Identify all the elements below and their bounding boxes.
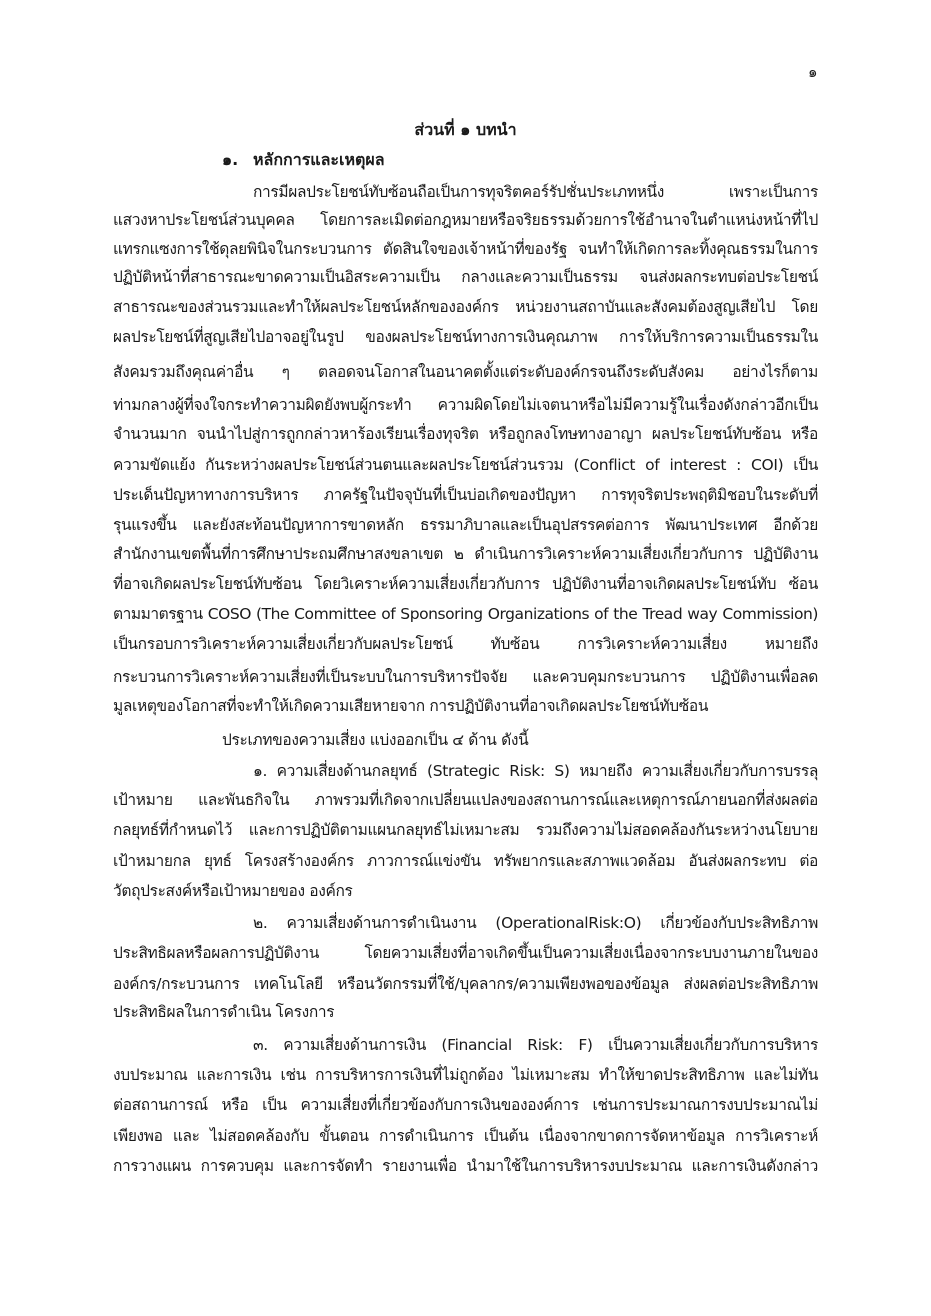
paragraph-line: กระบวนการวิเคราะห์ความเสี่ยงที่เป็นระบบในการบริหารปัจจัย และควบคุมกระบวนการ ปฏิบัติงานเพื่อลด bbox=[113, 668, 818, 686]
paragraph-line: สำนักงานเขตพื้นที่การศึกษาประถมศึกษาสงขลาเขต ๒ ดำเนินการวิเคราะห์ความเสี่ยงเกี่ยวกับการ ปฏิบัติงาน bbox=[113, 545, 818, 563]
paragraph-line: การวางแผน การควบคุม และการจัดทำ รายงานเพื่อ นำมาใช้ในการบริหารงบประมาณ และการเงินดังกล่าว bbox=[113, 1157, 818, 1175]
paragraph-line: ปฏิบัติหน้าที่สาธารณะขาดความเป็นอิสระความเป็น กลางและความเป็นธรรม จนส่งผลกระทบต่อประโยชน์ bbox=[113, 268, 818, 286]
part-title: ส่วนที่ ๑ บทนำ bbox=[414, 120, 517, 139]
paragraph-line: เป็นกรอบการวิเคราะห์ความเสี่ยงเกี่ยวกับผลประโยชน์ ทับซ้อน การวิเคราะห์ความเสี่ยง หมายถึง bbox=[113, 635, 818, 653]
paragraph-line: ประสิทธิผลหรือผลการปฏิบัติงาน โดยความเสี่ยงที่อาจเกิดขึ้นเป็นความเสี่ยงเนื่องจากระบบงานภายในของ bbox=[113, 944, 818, 962]
paragraph-line: ประสิทธิผลในการดำเนิน โครงการ bbox=[113, 1003, 335, 1021]
paragraph-line: องค์กร/กระบวนการ เทคโนโลยี หรือนวัตกรรมที่ใช้/บุคลากร/ความเพียงพอของข้อมูล ส่งผลต่อประสิทธิภาพ bbox=[113, 975, 818, 993]
paragraph-line: แทรกแซงการใช้ดุลยพินิจในกระบวนการ ตัดสินใจของเจ้าหน้าที่ของรัฐ จนทำให้เกิดการละทิ้งคุณธรรมในการ bbox=[113, 240, 818, 258]
paragraph-line: เป้าหมาย และพันธกิจใน ภาพรวมที่เกิดจากเปลี่ยนแปลงของสถานการณ์และเหตุการณ์ภายนอกที่ส่งผลต่อ bbox=[113, 791, 818, 809]
paragraph-line: สาธารณะของส่วนรวมและทำให้ผลประโยชน์หลักขององค์กร หน่วยงานสถาบันและสังคมต้องสูญเสียไป โดย bbox=[113, 298, 818, 316]
paragraph-line: ประเภทของความเสี่ยง แบ่งออกเป็น ๔ ด้าน ดังนี้ bbox=[222, 731, 529, 749]
paragraph-line: ๓. ความเสี่ยงด้านการเงิน (Financial Risk: F) เป็นความเสี่ยงเกี่ยวกับการบริหาร bbox=[253, 1036, 818, 1054]
paragraph-line: รุนแรงขึ้น และยังสะท้อนปัญหาการขาดหลัก ธรรมาภิบาลและเป็นอุปสรรคต่อการ พัฒนาประเทศ อีกด้วย bbox=[113, 516, 818, 534]
paragraph-line: ๒. ความเสี่ยงด้านการดำเนินงาน (OperationalRisk:O) เกี่ยวข้องกับประสิทธิภาพ bbox=[253, 914, 818, 932]
paragraph-line: ความขัดแย้ง กันระหว่างผลประโยชน์ส่วนตนและผลประโยชน์ส่วนรวม (Conflict of interest : COI) เป็น bbox=[113, 456, 818, 474]
paragraph-line: แสวงหาประโยชน์ส่วนบุคคล โดยการละเมิดต่อกฎหมายหรือจริยธรรมด้วยการใช้อำนาจในตำแหน่งหน้าที่ไป bbox=[113, 211, 818, 229]
section-title: หลักการและเหตุผล bbox=[253, 150, 385, 169]
paragraph-line: ท่ามกลางผู้ที่จงใจกระทำความผิดยังพบผู้กระทำ ความผิดโดยไม่เจตนาหรือไม่มีความรู้ในเรื่องดังกล่าวอีกเป็น bbox=[113, 396, 818, 414]
paragraph-line: เป้าหมายกล ยุทธ์ โครงสร้างองค์กร ภาวการณ์แข่งขัน ทรัพยากรและสภาพแวดล้อม อันส่งผลกระทบ ต่อ bbox=[113, 852, 818, 870]
paragraph-line: จำนวนมาก จนนำไปสู่การถูกกล่าวหาร้องเรียนเรื่องทุจริต หรือถูกลงโทษทางอาญา ผลประโยชน์ทับซ้อน หรือ bbox=[113, 425, 818, 443]
paragraph-line: เพียงพอ และ ไม่สอดคล้องกับ ขั้นตอน การดำเนินการ เป็นต้น เนื่องจากขาดการจัดหาข้อมูล การวิเคราะห์ bbox=[113, 1127, 818, 1145]
paragraph-line: มูลเหตุของโอกาสที่จะทำให้เกิดความเสียหายจาก การปฏิบัติงานที่อาจเกิดผลประโยชน์ทับซ้อน bbox=[113, 697, 709, 715]
paragraph-line: ที่อาจเกิดผลประโยชน์ทับซ้อน โดยวิเคราะห์ความเสี่ยงเกี่ยวกับการ ปฏิบัติงานที่อาจเกิดผลประโยชน์ทับ ซ้อน bbox=[113, 575, 818, 593]
section-number: ๑. bbox=[222, 150, 239, 169]
paragraph-line: วัตถุประสงค์หรือเป้าหมายของ องค์กร bbox=[113, 882, 353, 900]
paragraph-line: กลยุทธ์ที่กำหนดไว้ และการปฏิบัติตามแผนกลยุทธ์ไม่เหมาะสม รวมถึงความไม่สอดคล้องกันระหว่างนโยบาย bbox=[113, 821, 818, 839]
paragraph-line: การมีผลประโยชน์ทับซ้อนถือเป็นการทุจริตคอร์รัปชั่นประเภทหนึ่ง เพราะเป็นการ bbox=[253, 183, 818, 201]
paragraph-line: ผลประโยชน์ที่สูญเสียไปอาจอยู่ในรูป ของผลประโยชน์ทางการเงินคุณภาพ การให้บริการความเป็นธรรมใน bbox=[113, 328, 818, 346]
paragraph-line: ประเด็นปัญหาทางการบริหาร ภาครัฐในปัจจุบันที่เป็นบ่อเกิดของปัญหา การทุจริตประพฤติมิชอบในระดับที่ bbox=[113, 486, 818, 504]
section-heading bbox=[222, 148, 385, 172]
paragraph-line: สังคมรวมถึงคุณค่าอื่น ๆ ตลอดจนโอกาสในอนาคตตั้งแต่ระดับองค์กรจนถึงระดับสังคม อย่างไรก็ตาม bbox=[113, 363, 818, 381]
paragraph-line: งบประมาณ และการเงิน เช่น การบริหารการเงินที่ไม่ถูกต้อง ไม่เหมาะสม ทำให้ขาดประสิทธิภาพ และไม่ทัน bbox=[113, 1066, 818, 1084]
paragraph-line: ตามมาตรฐาน COSO (The Committee of Sponsoring Organizations of the Tread way Commission) bbox=[113, 605, 818, 623]
paragraph-line: ๑. ความเสี่ยงด้านกลยุทธ์ (Strategic Risk: S) หมายถึง ความเสี่ยงเกี่ยวกับการบรรลุ bbox=[253, 762, 818, 780]
paragraph-line: ต่อสถานการณ์ หรือ เป็น ความเสี่ยงที่เกี่ยวข้องกับการเงินขององค์การ เช่นการประมาณการงบประมาณไม่ bbox=[113, 1096, 818, 1114]
page-number: ๑ bbox=[808, 63, 818, 81]
